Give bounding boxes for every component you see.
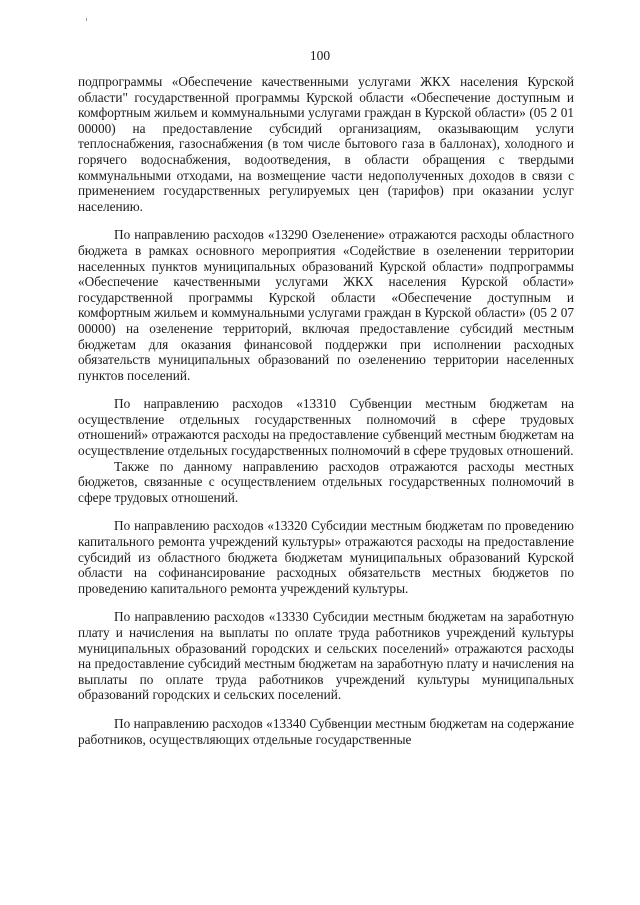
paragraph-continuation: подпрограммы «Обеспечение качественными услугами ЖКХ населения Курской области" государственной программы Курской области «Обеспечение доступным и комфортным жильем и коммунальными услугами граждан в Курской области» (05 2 01 00000) на предоставление субсидий организациям, оказывающим услуги теплоснабжения, газоснабжения (в том числе бытового газа в баллонах), холодного и горячего водоснабжения, водоотведения, в области обращения с твердыми коммунальными отходами, на возмещение части недополученных доходов в связи с применением государственных регулируемых цен (тарифов) при оказании услуг населению. [78, 74, 574, 214]
document-body [78, 74, 574, 747]
paragraph-13330: По направлению расходов «13330 Субсидии местным бюджетам на заработную плату и начисления на выплаты по оплате труда работников учреждений культуры муниципальных образований городских и сельских поселений» отражаются расходы на предоставление субсидий местным бюджетам на заработную плату и начисления на выплаты по оплате труда работников учреждений культуры муниципальных образований городских и сельских поселений. [78, 609, 574, 703]
paragraph-13320: По направлению расходов «13320 Субсидии местным бюджетам по проведению капитального ремонта учреждений культуры» отражаются расходы на предоставление субсидий из областного бюджета бюджетам муниципальных образований Курской области на софинансирование расходных обязательств местных бюджетов по проведению капитального ремонта учреждений культуры. [78, 518, 574, 596]
paragraph-13290: По направлению расходов «13290 Озеленение» отражаются расходы областного бюджета в рамках основного мероприятия «Содействие в озеленении территории населенных пунктов муниципальных образований Курской области» подпрограммы «Обеспечение качественными услугами ЖКХ населения Курской области» государственной программы Курской области «Обеспечение доступным и комфортным жильем и коммунальными услугами граждан в Курской области» (05 2 07 00000) на озеленение территорий, включая предоставление субсидий местным бюджетам для оказания финансовой поддержки при исполнении расходных обязательств муниципальных образований по озеленению территории населенных пунктов поселений. [78, 227, 574, 383]
page-number: 100 [309, 48, 331, 63]
paragraph-13340: По направлению расходов «13340 Субвенции местным бюджетам на содержание работников, осуществляющих отдельные государственные [78, 715, 574, 747]
scan-mark [86, 18, 87, 21]
paragraph-13310: По направлению расходов «13310 Субвенции местным бюджетам на осуществление отдельных государственных полномочий в сфере трудовых отношений» отражаются расходы на предоставление субвенций местным бюджетам на осуществление отдельных государственных полномочий в сфере трудовых отношений. [78, 396, 574, 459]
paragraph-13310-also: Также по данному направлению расходов отражаются расходы местных бюджетов, связанные с осуществлением отдельных государственных полномочий в сфере трудовых отношений. [78, 458, 574, 505]
